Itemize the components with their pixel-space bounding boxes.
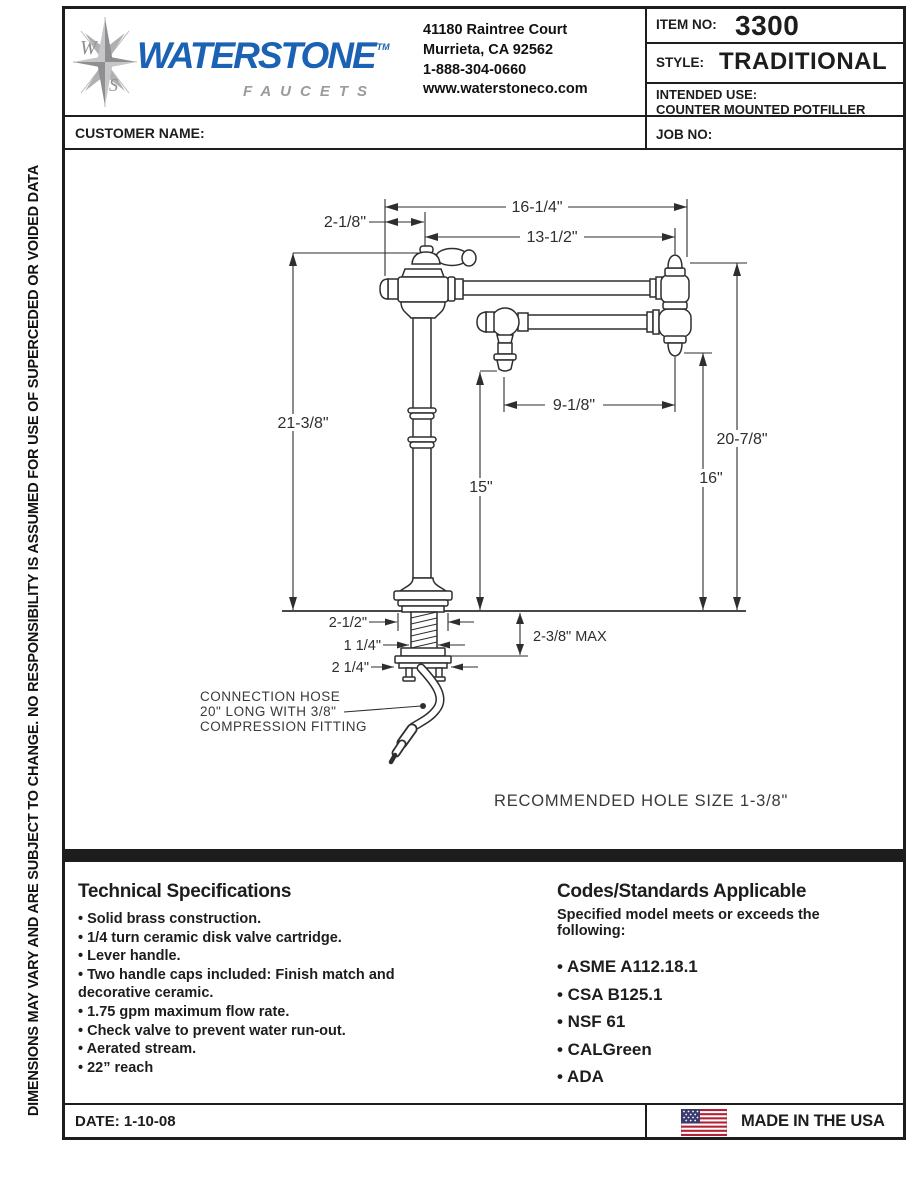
us-flag-icon (681, 1109, 727, 1136)
spec-item: • Check valve to prevent water run-out. (78, 1022, 346, 1039)
code-item: • CALGreen (557, 1039, 652, 1059)
hose-note-line3: COMPRESSION FITTING (200, 719, 368, 734)
dim-joint-height-label: 16" (699, 470, 723, 487)
upper-arm-tube (463, 281, 653, 295)
codes-subtitle: Specified model meets or exceeds the following: (557, 907, 820, 939)
dim-flange-width-label: 2 1/4" (331, 660, 369, 676)
compass-letter-s: S (109, 75, 118, 95)
margin-disclaimer (26, 165, 50, 1117)
code-item: • CSA B125.1 (557, 984, 663, 1004)
spec-item: • Aerated stream. (78, 1041, 197, 1058)
intended-use-label: INTENDED USE: (656, 87, 758, 102)
customer-name-label: CUSTOMER NAME: (75, 125, 205, 141)
brand-subtitle: FAUCETS (243, 83, 377, 100)
header-left (65, 9, 645, 115)
address-line: Murrieta, CA 92562 (423, 41, 554, 58)
item-no-cell (647, 9, 903, 42)
date-field: DATE: 1-10-08 (75, 1113, 176, 1130)
divider (645, 1105, 647, 1139)
brand-wordmark (137, 35, 390, 77)
lower-arm-tube (527, 315, 653, 329)
faucet-technical-drawing (65, 150, 903, 849)
dim-spout-height-label: 15" (469, 479, 493, 496)
dim-base-width-label: 2-1/2" (328, 615, 367, 631)
dim-total-height-label: 21-3/8" (277, 415, 329, 432)
hose-note-line1: CONNECTION HOSE (200, 689, 341, 704)
compass-letter-w: W (80, 37, 97, 59)
dim-right-height-label: 20-7/8" (716, 431, 768, 448)
footer-row (65, 1103, 903, 1139)
dim-lower-reach-label: 9-1/8" (552, 397, 596, 414)
code-item: • NSF 61 (557, 1012, 626, 1031)
tech-specs-title: Technical Specifications (78, 881, 292, 902)
dimension-labels (272, 198, 773, 676)
intended-use-value: COUNTER MOUNTED POTFILLER (656, 102, 866, 117)
hose-note-line2: 20" LONG WITH 3/8" (200, 704, 337, 719)
technical-specifications-section (78, 881, 430, 1077)
dim-top-width-label: 16-1/4" (511, 199, 563, 216)
spec-item: • Solid brass construction. (78, 911, 262, 927)
header-right-column (645, 9, 903, 150)
aerator-tip (497, 360, 513, 371)
address-website: www.waterstoneco.com (423, 81, 588, 98)
section-divider-bar (65, 849, 903, 862)
job-no-cell (647, 115, 903, 152)
dim-counter-max-label: 2-3/8" MAX (533, 629, 607, 645)
spec-item: • 22” reach (78, 1059, 154, 1076)
intended-use-cell (647, 82, 903, 117)
style-label: STYLE: (656, 55, 705, 70)
hole-size-note: RECOMMENDED HOLE SIZE 1-3/8" (494, 792, 789, 810)
job-no-label: JOB NO: (656, 127, 713, 142)
code-item: • ADA (557, 1067, 604, 1086)
codes-standards-section (557, 881, 892, 1091)
swing-joint (659, 255, 691, 356)
style-cell (647, 42, 903, 82)
made-in-usa-label: MADE IN THE USA (741, 1112, 885, 1130)
annotations (200, 689, 788, 810)
item-no-label: ITEM NO: (656, 17, 717, 32)
brand-text: WATERSTONE (137, 35, 375, 76)
address-line: 41180 Raintree Court (423, 22, 568, 38)
code-item: • ASME A112.18.1 (557, 957, 698, 976)
company-address (423, 21, 588, 100)
dim-arm-reach-label: 13-1/2" (526, 229, 578, 246)
dim-handle-offset-label: 2-1/8" (323, 214, 366, 231)
codes-title: Codes/Standards Applicable (557, 881, 807, 902)
spec-item: • Two handle caps included: Finish match and decorative ceramic. (78, 966, 395, 1002)
dim-thread-width-label: 1 1/4" (343, 638, 381, 654)
potfiller-faucet (380, 246, 691, 681)
connection-hose (391, 668, 440, 762)
item-no-value: 3300 (735, 10, 800, 41)
column (394, 318, 452, 612)
spec-item: • 1/4 turn ceramic disk valve cartridge. (78, 929, 342, 946)
customer-name-row (65, 115, 645, 150)
spec-item: • 1.75 gpm maximum flow rate. (78, 1003, 290, 1020)
style-value: TRADITIONAL (719, 48, 888, 75)
spout-assembly (477, 308, 528, 371)
compass-logo-icon (73, 17, 137, 107)
margin-disclaimer-text: DIMENSIONS MAY VARY AND ARE SUBJECT TO CHANGE. NO RESPONSIBILITY IS ASSUMED FOR USE OF SUPERCEDED OR VOIDED DATA (26, 165, 42, 1117)
brand-tm: TM (376, 42, 390, 52)
address-phone: 1-888-304-0660 (423, 61, 527, 78)
spec-item: • Lever handle. (78, 948, 181, 965)
sheet-border (62, 6, 906, 1140)
